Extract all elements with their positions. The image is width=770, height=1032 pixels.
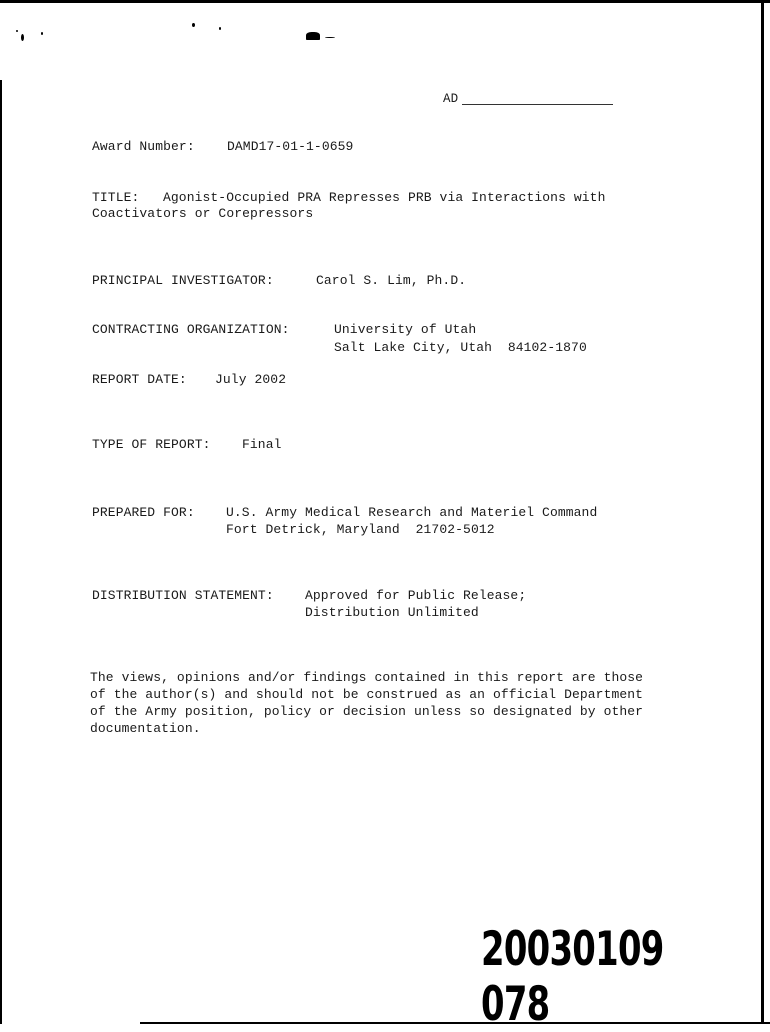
distribution-statement-label: DISTRIBUTION STATEMENT: xyxy=(92,588,274,603)
disclaimer-line-4: documentation. xyxy=(90,721,201,736)
report-date-value: July 2002 xyxy=(215,372,287,387)
scan-border-top xyxy=(0,0,770,3)
disclaimer-line-2: of the author(s) and should not be construed as an official Department xyxy=(90,687,644,702)
prepared-for-line-1: U.S. Army Medical Research and Materiel Command xyxy=(226,505,598,520)
scan-speck xyxy=(16,30,18,32)
prepared-for-line-2: Fort Detrick, Maryland 21702-5012 xyxy=(226,522,495,537)
title-line-1: Agonist-Occupied PRA Represses PRB via Interactions with xyxy=(163,190,606,205)
report-date-label: REPORT DATE: xyxy=(92,372,187,387)
ad-label: AD xyxy=(443,92,459,106)
scan-speck xyxy=(219,27,221,30)
title-label: TITLE: xyxy=(92,190,140,205)
report-type-label: TYPE OF REPORT: xyxy=(92,437,211,452)
title-line-2: Coactivators or Corepressors xyxy=(92,206,314,221)
distribution-statement-line-2: Distribution Unlimited xyxy=(305,605,479,620)
scan-speck xyxy=(21,34,24,41)
principal-investigator-label: PRINCIPAL INVESTIGATOR: xyxy=(92,273,274,288)
report-type-value: Final xyxy=(242,437,282,452)
award-number-value: DAMD17-01-1-0659 xyxy=(227,139,354,154)
scan-border-right xyxy=(761,0,764,1022)
accession-stamp-number: 20030109 078 xyxy=(481,922,664,1032)
disclaimer-line-1: The views, opinions and/or findings contained in this report are those xyxy=(90,670,644,685)
scan-speck xyxy=(192,23,195,27)
distribution-statement-line-1: Approved for Public Release; xyxy=(305,588,527,603)
disclaimer-line-3: of the Army position, policy or decision unless so designated by other xyxy=(90,704,644,719)
scan-speck xyxy=(41,32,43,35)
contracting-organization-label: CONTRACTING ORGANIZATION: xyxy=(92,322,290,337)
scan-speck xyxy=(325,37,335,38)
contracting-organization-line-2: Salt Lake City, Utah 84102-1870 xyxy=(334,340,587,355)
prepared-for-label: PREPARED FOR: xyxy=(92,505,195,520)
scan-blot xyxy=(306,32,320,40)
contracting-organization-line-1: University of Utah xyxy=(334,322,477,337)
award-number-label: Award Number: xyxy=(92,139,195,154)
ad-number-blank xyxy=(462,104,613,105)
principal-investigator-value: Carol S. Lim, Ph.D. xyxy=(316,273,467,288)
scan-border-left xyxy=(0,80,2,1024)
